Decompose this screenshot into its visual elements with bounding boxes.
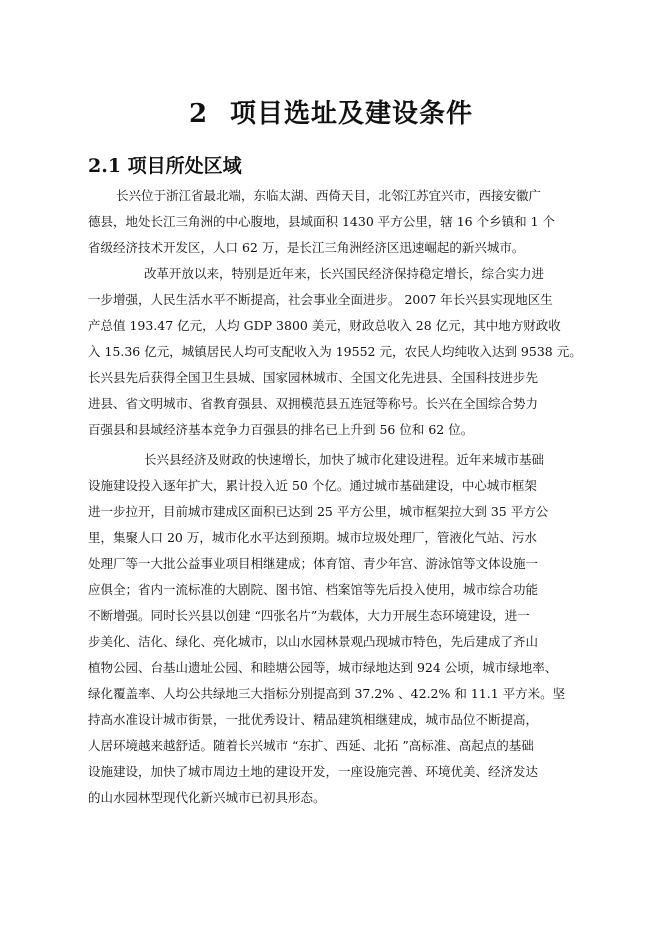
text-line: 进县、省文明城市、省教育强县、双拥模范县五连冠等称号。长兴在全国综合势力 — [88, 396, 539, 411]
text-line: 入 15.36 亿元，城镇居民人均可支配收入为 19552 元，农民人均纯收入达到 9538 元。 — [88, 344, 582, 359]
text-line: 应俱全；省内一流标准的大剧院、图书馆、档案馆等先后投入使用，城市综合功能 — [88, 582, 539, 597]
chapter-number: 2 — [188, 99, 209, 129]
text-line: 一步增强，人民生活水平不断提高，社会事业全面进步。 2007 年长兴县实现地区生 — [88, 292, 553, 307]
text-line: 进一步拉开，目前城市建成区面积已达到 25 平方公里，城市框架拉大到 35 平方公 — [88, 504, 549, 519]
text-line: 长兴位于浙江省最北端，东临太湖、西倚天目，北邻江苏宜兴市，西接安徽广 — [116, 188, 542, 203]
text-line: 德县，地处长江三角洲的中心腹地，县域面积 1430 平方公里，辖 16 个乡镇和 1 个 — [88, 214, 556, 229]
text-line: 改革开放以来，特别是近年来，长兴国民经济保持稳定增长，综合实力进 — [144, 266, 545, 281]
chapter-title — [0, 96, 662, 132]
text-line: 里，集聚人口 20 万，城市化水平达到预期。城市垃圾处理厂，管液化气站、污水 — [88, 530, 537, 545]
text-line: 步美化、洁化、绿化、亮化城市，以山水园林景观凸现城市特色，先后建成了齐山 — [88, 634, 539, 649]
text-line: 的山水园林型现代化新兴城市已初具形态。 — [88, 790, 326, 805]
chapter-title-text: 项目选址及建设条件 — [230, 99, 474, 129]
text-line: 不断增强。同时长兴县以创建 “四张名片”为载体，大力开展生态环境建设，进一 — [88, 608, 530, 623]
text-line: 长兴县经济及财政的快速增长，加快了城市化建设进程。近年来城市基础 — [144, 452, 545, 467]
text-line: 人居环境越来越舒适。随着长兴城市 “东扩、西延、北拓 ”高标准、高起点的基础 — [88, 738, 534, 753]
text-line: 百强县和县域经济基本竞争力百强县的排名已上升到 56 位和 62 位。 — [88, 422, 474, 437]
text-line: 设施建设投入逐年扩大，累计投入近 50 个亿。通过城市基础建设，中心城市框架 — [88, 478, 537, 493]
text-line: 省级经济技术开发区，人口 62 万，是长江三角洲经济区迅速崛起的新兴城市。 — [88, 240, 525, 255]
text-line: 持高水准设计城市街景，一批优秀设计、精品建筑相继建成，城市品位不断提高， — [88, 712, 539, 727]
section-title: 2.1 项目所处区域 — [88, 155, 242, 177]
text-line: 设施建设，加快了城市周边土地的建设开发，一座设施完善、环境优美、经济发达 — [88, 764, 539, 779]
text-line: 长兴县先后获得全国卫生县城、国家园林城市、全国文化先进县、全国科技进步先 — [88, 370, 539, 385]
text-line: 植物公园、台基山遗址公园、和睦塘公园等，城市绿地达到 924 公顷，城市绿地率、 — [88, 660, 558, 675]
text-line: 产总值 193.47 亿元，人均 GDP 3800 美元，财政总收入 28 亿元，其中地方财政收 — [88, 318, 561, 333]
text-line: 绿化覆盖率、人均公共绿地三大指标分别提高到 37.2% 、42.2% 和 11.1 平方米。坚 — [88, 686, 566, 701]
text-line: 处理厂等一大批公益事业项目相继建成；体育馆、青少年宫、游泳馆等文体设施一 — [88, 556, 539, 571]
